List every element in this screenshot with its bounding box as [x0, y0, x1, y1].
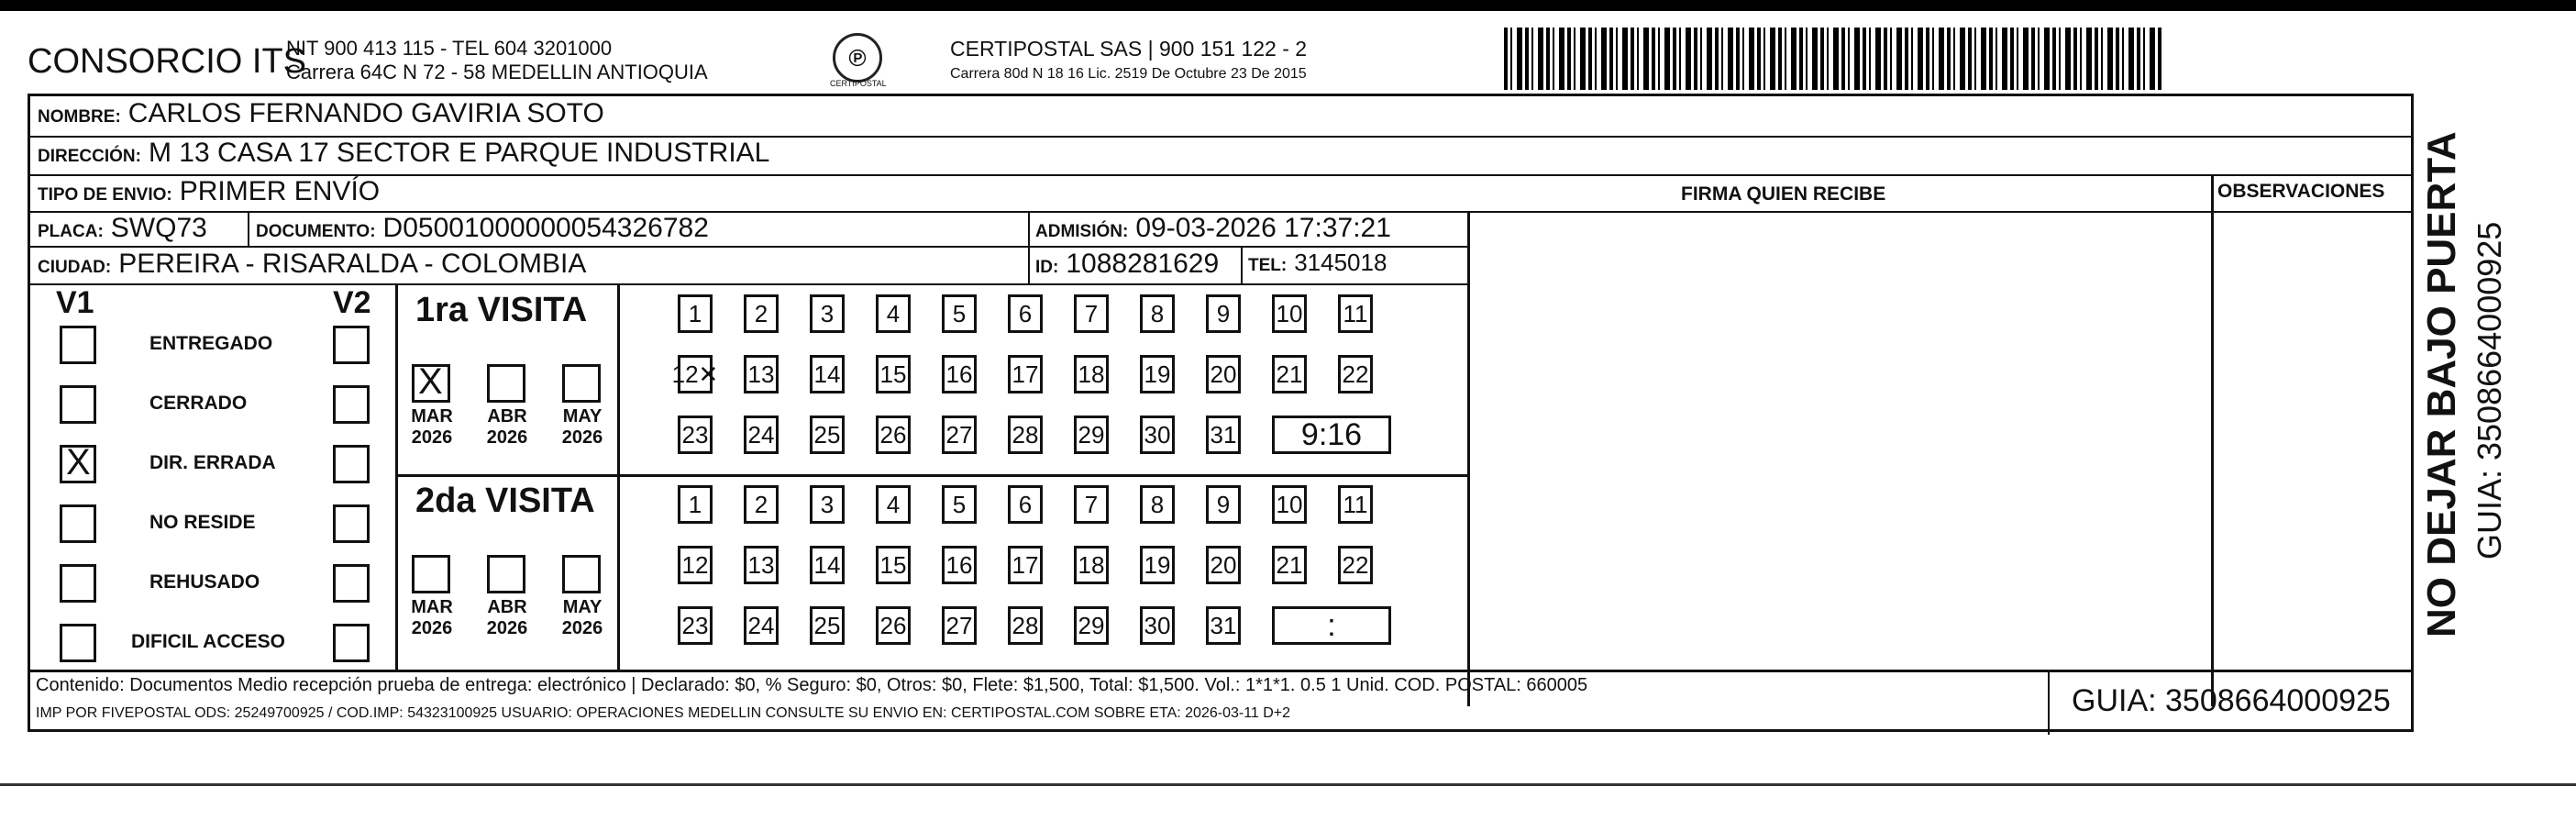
day-box: 11: [1338, 485, 1373, 524]
day-box: 16: [942, 355, 977, 393]
month-checkbox: [412, 555, 450, 593]
day-box: 21: [1272, 546, 1307, 584]
day-box: 11: [1338, 294, 1373, 333]
v1-checkbox: [60, 564, 96, 603]
imp-line: IMP POR FIVEPOSTAL ODS: 25249700925 / COD.IMP: 54323100925 USUARIO: OPERACIONES MEDELLIN CONSULTE SU ENVIO EN: CERTIPOSTAL.COM SOBRE ETA: 2026-03-11 D+2: [36, 705, 1291, 721]
barcode: [1504, 28, 2164, 90]
logo-caption: CERTIPOSTAL: [830, 79, 887, 88]
day-box: 30: [1140, 606, 1175, 645]
month-checkbox: [562, 555, 601, 593]
side-guia: GUIA: 3508664000925: [2471, 221, 2508, 560]
day-box: 20: [1206, 546, 1241, 584]
month-label: MAY 2026: [561, 597, 603, 638]
day-box: 13: [744, 355, 779, 393]
send-type: PRIMER ENVÍO: [179, 176, 381, 206]
month-checkbox: [562, 364, 601, 403]
day-box: 12✕: [678, 355, 713, 393]
day-box: 20: [1206, 355, 1241, 393]
time-box: 9:16: [1272, 416, 1391, 454]
day-box: 22: [1338, 355, 1373, 393]
document-label: DOCUMENTO:: [256, 222, 376, 241]
company-name: CONSORCIO ITS: [28, 42, 307, 81]
day-box: 8: [1140, 294, 1175, 333]
day-box: 30: [1140, 416, 1175, 454]
day-box: 10: [1272, 294, 1307, 333]
month-checkbox: [412, 361, 450, 403]
day-box: 6: [1008, 294, 1043, 333]
day-box: 14: [810, 355, 845, 393]
v1-checkbox: [60, 624, 96, 662]
address-label: DIRECCIÓN:: [38, 147, 141, 166]
day-box: 24: [744, 416, 779, 454]
city-label: CIUDAD:: [38, 258, 112, 277]
guide-form: [28, 94, 2414, 732]
day-box: 15: [876, 355, 911, 393]
admission-label: ADMISIÓN:: [1035, 222, 1129, 241]
document-value: D05001000000054326782: [382, 213, 709, 243]
plate-label: PLACA:: [38, 222, 104, 241]
day-box: 18: [1074, 546, 1109, 584]
day-box: 27: [942, 416, 977, 454]
carrier-name: CERTIPOSTAL SAS | 900 151 122 - 2: [950, 37, 1308, 61]
v2-checkbox: [333, 326, 370, 364]
day-box: 31: [1206, 416, 1241, 454]
month-checkbox: [487, 364, 525, 403]
v1-checkbox: [60, 385, 96, 424]
status-label: DIFICIL ACCESO: [131, 631, 286, 652]
day-box: 3: [810, 294, 845, 333]
day-box: 4: [876, 485, 911, 524]
city-value: PEREIRA - RISARALDA - COLOMBIA: [118, 249, 587, 279]
day-box: 5: [942, 485, 977, 524]
month-label: MAY 2026: [561, 406, 603, 448]
day-box: 29: [1074, 416, 1109, 454]
day-box: 13: [744, 546, 779, 584]
month-checkbox: [487, 555, 525, 593]
status-label: NO RESIDE: [149, 512, 256, 533]
v2-checkbox: [333, 504, 370, 543]
day-box: 28: [1008, 606, 1043, 645]
bottom-edge: [0, 783, 2576, 786]
month-label: ABR 2026: [486, 406, 528, 448]
day-box: 9: [1206, 294, 1241, 333]
recipient-address: M 13 CASA 17 SECTOR E PARQUE INDUSTRIAL: [148, 138, 770, 168]
plate-value: SWQ73: [110, 213, 207, 243]
day-box: 25: [810, 416, 845, 454]
status-label: DIR. ERRADA: [149, 452, 276, 473]
day-box: 31: [1206, 606, 1241, 645]
day-box: 18: [1074, 355, 1109, 393]
day-box: 16: [942, 546, 977, 584]
name-label: NOMBRE:: [38, 107, 121, 127]
day-box: 6: [1008, 485, 1043, 524]
nit-line: NIT 900 413 115 - TEL 604 3201000: [286, 37, 613, 60]
no-under-door-warning: NO DEJAR BAJO PUERTA: [2419, 131, 2464, 637]
admission-value: 09-03-2026 17:37:21: [1135, 213, 1391, 243]
day-box: 12: [678, 546, 713, 584]
day-box: 7: [1074, 485, 1109, 524]
day-box: 17: [1008, 355, 1043, 393]
footer-guia: GUIA: 3508664000925: [2072, 683, 2391, 718]
time-box: :: [1272, 606, 1391, 645]
day-box: 29: [1074, 606, 1109, 645]
observations-header: OBSERVACIONES: [2217, 181, 2385, 202]
v1-label: V1: [56, 285, 94, 320]
v1-checkbox: [60, 504, 96, 543]
tel-label: TEL:: [1248, 256, 1288, 275]
month-label: MAR 2026: [411, 406, 453, 448]
id-value: 1088281629: [1066, 249, 1220, 279]
v2-checkbox: [333, 564, 370, 603]
day-box: 26: [876, 606, 911, 645]
day-box: 23: [678, 606, 713, 645]
day-box: 14: [810, 546, 845, 584]
v2-checkbox: [333, 385, 370, 424]
day-box: 25: [810, 606, 845, 645]
day-box: 1: [678, 294, 713, 333]
status-label: ENTREGADO: [149, 333, 273, 354]
day-box: 2: [744, 485, 779, 524]
signature-header: FIRMA QUIEN RECIBE: [1681, 183, 1886, 205]
v2-checkbox: [333, 445, 370, 483]
day-box: 21: [1272, 355, 1307, 393]
day-box: 17: [1008, 546, 1043, 584]
v1-checkbox: [60, 326, 96, 364]
day-box: 22: [1338, 546, 1373, 584]
day-box: 1: [678, 485, 713, 524]
v1-check-mark: X: [66, 442, 91, 482]
top-edge: [0, 0, 2576, 11]
day-box: 3: [810, 485, 845, 524]
type-label: TIPO DE ENVIO:: [38, 185, 172, 205]
day-box: 4: [876, 294, 911, 333]
day-box: 27: [942, 606, 977, 645]
v1-checkbox: [60, 442, 96, 483]
day-box: 23: [678, 416, 713, 454]
recipient-name: CARLOS FERNANDO GAVIRIA SOTO: [127, 98, 604, 128]
second-visit-title: 2da VISITA: [415, 482, 595, 520]
day-box: 26: [876, 416, 911, 454]
day-box: 28: [1008, 416, 1043, 454]
day-box: 9: [1206, 485, 1241, 524]
status-label: CERRADO: [149, 393, 248, 414]
day-box: 19: [1140, 546, 1175, 584]
company-address: Carrera 64C N 72 - 58 MEDELLIN ANTIOQUIA: [286, 61, 708, 83]
day-box: 24: [744, 606, 779, 645]
v2-checkbox: [333, 624, 370, 662]
day-box: 2: [744, 294, 779, 333]
content-line: Contenido: Documentos Medio recepción prueba de entrega: electrónico | Declarado: $0, % Seguro: $0, Otros: $0, Flete: $1,500, Total: $1,500. Vol.: 1*1*1. 0.5 1 Unid. COD. POSTAL: 660005: [36, 675, 1588, 695]
id-label: ID:: [1035, 258, 1059, 277]
carrier-address: Carrera 80d N 18 16 Lic. 2519 De Octubre 23 De 2015: [950, 66, 1307, 82]
first-visit-title: 1ra VISITA: [415, 291, 588, 329]
month-label: MAR 2026: [411, 597, 453, 638]
month-label: ABR 2026: [486, 597, 528, 638]
tel-value: 3145018: [1294, 249, 1388, 276]
day-box: 7: [1074, 294, 1109, 333]
day-box: 5: [942, 294, 977, 333]
certipostal-logo-icon: ℗: [833, 33, 882, 83]
v2-label: V2: [333, 285, 371, 320]
day-box: 19: [1140, 355, 1175, 393]
day-box: 8: [1140, 485, 1175, 524]
day-box: 15: [876, 546, 911, 584]
month-mark: X: [418, 361, 443, 402]
status-label: REHUSADO: [149, 571, 260, 593]
day-box: 10: [1272, 485, 1307, 524]
